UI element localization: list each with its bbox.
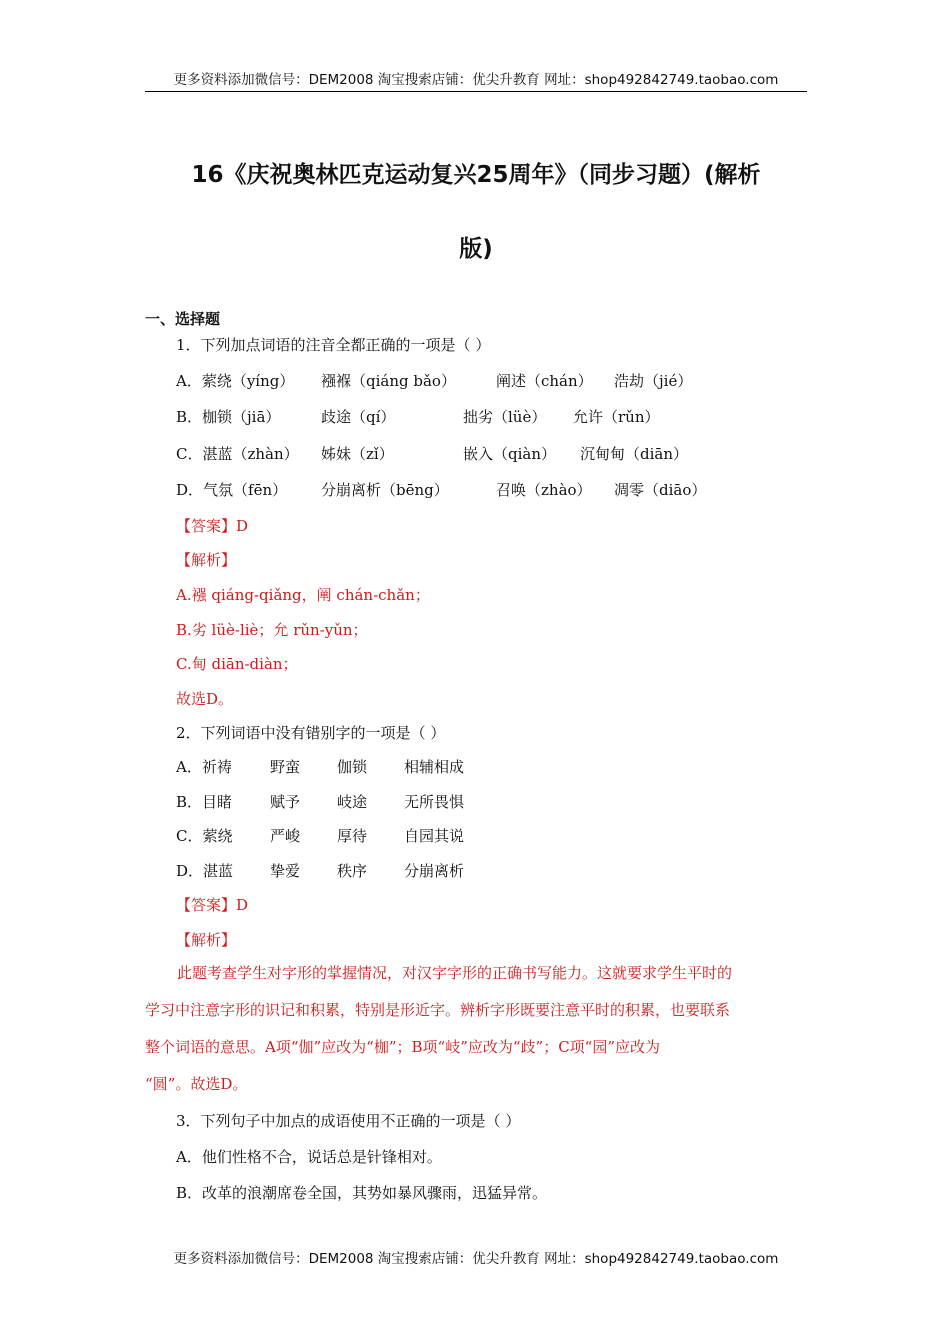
q2-analysis-line-2: 学习中注意字形的识记和积累，特别是形近字。辨析字形既要注意平时的积累，也要联系 xyxy=(145,1001,731,1019)
q1-b-2: 歧途（qí） xyxy=(321,408,396,426)
q3-option-b: B．改革的浪潮席卷全国，其势如暴风骤雨，迅猛异常。 xyxy=(176,1184,548,1202)
q2-b-3: 岐途 xyxy=(337,793,368,811)
q2-answer: 【答案】D xyxy=(176,896,249,914)
q2-b-2: 赋予 xyxy=(270,793,301,811)
q3-stem: 3．下列句子中加点的成语使用不正确的一项是（ ） xyxy=(176,1112,521,1130)
q1-b-4: 允许（rǔn） xyxy=(573,408,660,426)
q1-d-2: 分崩离析（bēng） xyxy=(321,481,449,499)
q1-c-4: 沉甸甸（diān） xyxy=(580,445,689,463)
q1-analysis-a: A.襁 qiáng-qiǎng，阐 chán-chǎn； xyxy=(176,586,430,604)
q2-d-4: 分崩离析 xyxy=(404,862,465,880)
section-heading: 一、选择题 xyxy=(145,310,221,328)
q1-c-1: C．湛蓝（zhàn） xyxy=(176,445,299,463)
q1-analysis-label: 【解析】 xyxy=(176,551,237,569)
page-header: 更多资料添加微信号：DEM2008 淘宝搜索店铺：优尖升教育 网址：shop492842749.taobao.com xyxy=(145,68,807,92)
q2-option-c xyxy=(176,825,464,846)
q1-a-3: 阐述（chán） xyxy=(496,372,593,390)
q1-c-3: 嵌入（qiàn） xyxy=(463,445,557,463)
q1-option-b xyxy=(176,406,660,427)
q2-a-4: 相辅相成 xyxy=(404,758,465,776)
q2-analysis-line-3: 整个词语的意思。A项“伽”应改为“枷”；B项“岐”应改为“歧”；C项“园”应改为 xyxy=(145,1038,661,1056)
q2-analysis-line-1: 此题考查学生对字形的掌握情况，对汉字字形的正确书写能力。这就要求学生平时的 xyxy=(177,964,733,982)
q1-a-1: A．萦绕（yíng） xyxy=(176,372,295,390)
q2-analysis-label: 【解析】 xyxy=(176,931,237,949)
q1-conclusion: 故选D。 xyxy=(176,690,234,708)
q1-stem: 1．下列加点词语的注音全都正确的一项是（ ） xyxy=(176,336,491,354)
q1-option-a xyxy=(176,370,692,391)
q2-d-2: 挚爱 xyxy=(270,862,301,880)
q2-c-2: 严峻 xyxy=(270,827,301,845)
q1-d-3: 召唤（zhào） xyxy=(496,481,592,499)
q1-d-4: 凋零（diāo） xyxy=(614,481,707,499)
q2-option-b xyxy=(176,791,464,812)
q2-a-3: 伽锁 xyxy=(337,758,368,776)
page-title-line1: 16《庆祝奥林匹克运动复兴25周年》（同步习题）(解析 xyxy=(191,162,761,188)
q1-b-1: B．枷锁（jiā） xyxy=(176,408,281,426)
q2-stem: 2．下列词语中没有错别字的一项是（ ） xyxy=(176,724,446,742)
q1-d-1: D．气氛（fēn） xyxy=(176,481,288,499)
q1-a-2: 襁褓（qiáng bǎo） xyxy=(321,372,456,390)
q1-c-2: 姊妹（zǐ） xyxy=(321,445,394,463)
q1-answer: 【答案】D xyxy=(176,517,249,535)
q1-a-4: 浩劫（jié） xyxy=(614,372,693,390)
q2-a-2: 野蛮 xyxy=(270,758,301,776)
q3-option-a: A．他们性格不合，说话总是针锋相对。 xyxy=(176,1148,442,1166)
q2-option-a xyxy=(176,756,464,777)
q2-d-3: 秩序 xyxy=(337,862,368,880)
page-footer: 更多资料添加微信号：DEM2008 淘宝搜索店铺：优尖升教育 网址：shop492842749.taobao.com xyxy=(173,1251,779,1267)
q2-option-d xyxy=(176,860,464,881)
q2-b-1: B．目睹 xyxy=(176,793,233,811)
q2-analysis-paragraph xyxy=(145,955,805,1103)
q2-analysis-line-4: “圆”。故选D。 xyxy=(145,1075,248,1093)
q2-c-4: 自园其说 xyxy=(404,827,465,845)
q2-c-1: C．萦绕 xyxy=(176,827,233,845)
q2-b-4: 无所畏惧 xyxy=(404,793,465,811)
page-title-line2: 版) xyxy=(459,236,493,262)
q1-analysis-b: B.劣 lüè-liè；允 rǔn-yǔn； xyxy=(176,621,368,639)
q1-option-c xyxy=(176,443,688,464)
q2-d-1: D．湛蓝 xyxy=(176,862,234,880)
q2-a-1: A．祈祷 xyxy=(176,758,232,776)
q1-b-3: 拙劣（lüè） xyxy=(463,408,547,426)
q2-c-3: 厚待 xyxy=(337,827,368,845)
q1-option-d xyxy=(176,479,706,500)
q1-analysis-c: C.甸 diān-diàn； xyxy=(176,655,298,673)
